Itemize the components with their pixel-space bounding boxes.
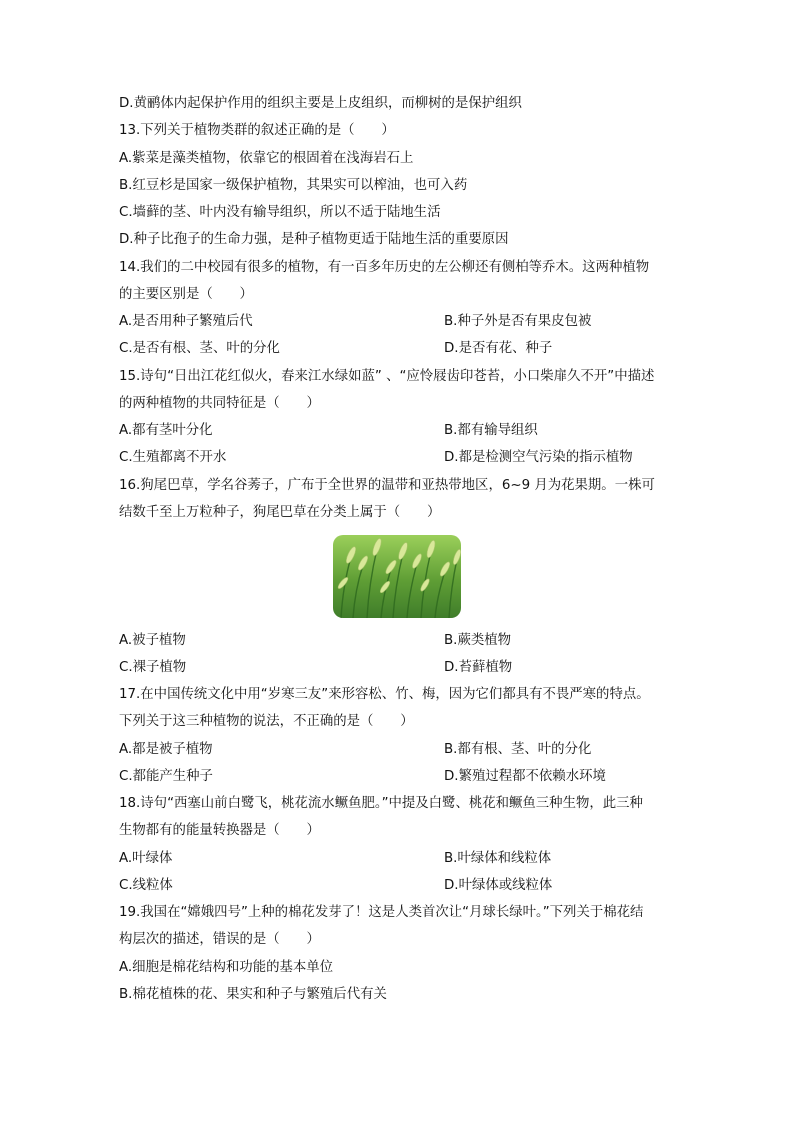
q14-option-c: C.是否有根、茎、叶的分化 xyxy=(119,341,280,356)
q13-option-d: D.种子比孢子的生命力强，是种子植物更适于陆地生活的重要原因 xyxy=(119,232,509,247)
q15-stem-line2: 的两种植物的共同特征是（ ） xyxy=(119,396,320,411)
q15-option-b: B.都有输导组织 xyxy=(444,423,538,438)
q18-option-b: B.叶绿体和线粒体 xyxy=(444,851,552,866)
q15-option-d: D.都是检测空气污染的指示植物 xyxy=(444,450,633,465)
foxtail-grass-photo xyxy=(333,535,461,618)
q17-option-c: C.都能产生种子 xyxy=(119,769,213,784)
q15-option-a: A.都有茎叶分化 xyxy=(119,423,213,438)
q14-option-d: D.是否有花、种子 xyxy=(444,341,553,356)
q12-option-d: D.黄鹂体内起保护作用的组织主要是上皮组织，而柳树的是保护组织 xyxy=(119,96,522,111)
q17-option-d: D.繁殖过程都不依赖水环境 xyxy=(444,769,606,784)
q13-option-b: B.红豆杉是国家一级保护植物，其果实可以榨油，也可入药 xyxy=(119,178,468,193)
q17-stem-line1: 17.在中国传统文化中用“岁寒三友”来形容松、竹、梅，因为它们都具有不畏严寒的特点。 xyxy=(119,687,650,702)
q15-stem-line1: 15.诗句“日出江花红似火，春来江水绿如蓝” 、“应怜屐齿印苍苔，小口柴扉久不开”中描述 xyxy=(119,369,655,384)
q13-stem: 13.下列关于植物类群的叙述正确的是（ ） xyxy=(119,123,395,138)
q19-stem-line2: 构层次的描述，错误的是（ ） xyxy=(119,932,320,947)
q16-option-b: B.蕨类植物 xyxy=(444,633,512,648)
q16-stem-line2: 结数千至上万粒种子，狗尾巴草在分类上属于（ ） xyxy=(119,505,441,520)
q16-option-c: C.裸子植物 xyxy=(119,660,187,675)
q18-stem-line2: 生物都有的能量转换器是（ ） xyxy=(119,823,320,838)
q14-option-b: B.种子外是否有果皮包被 xyxy=(444,314,592,329)
q18-option-a: A.叶绿体 xyxy=(119,851,173,866)
q16-option-a: A.被子植物 xyxy=(119,633,186,648)
q18-option-c: C.线粒体 xyxy=(119,878,173,893)
q18-option-d: D.叶绿体或线粒体 xyxy=(444,878,553,893)
q17-stem-line2: 下列关于这三种植物的说法，不正确的是（ ） xyxy=(119,714,414,729)
q17-option-a: A.都是被子植物 xyxy=(119,742,213,757)
q19-option-b: B.棉花植株的花、果实和种子与繁殖后代有关 xyxy=(119,987,387,1002)
foxtail-grass-icon xyxy=(333,535,461,618)
q16-stem-line1: 16.狗尾巴草，学名谷莠子，广布于全世界的温带和亚热带地区，6~9 月为花果期。一株可 xyxy=(119,478,655,493)
q14-stem-line2: 的主要区别是（ ） xyxy=(119,287,253,302)
q14-stem-line1: 14.我们的二中校园有很多的植物，有一百多年历史的左公柳还有侧柏等乔木。这两种植物 xyxy=(119,260,650,275)
q18-stem-line1: 18.诗句“西塞山前白鹭飞，桃花流水鳜鱼肥。”中提及白鹭、桃花和鳜鱼三种生物，此三种 xyxy=(119,796,643,811)
q19-stem-line1: 19.我国在“嫦娥四号”上种的棉花发芽了！这是人类首次让“月球长绿叶。”下列关于棉花结 xyxy=(119,905,644,920)
q14-option-a: A.是否用种子繁殖后代 xyxy=(119,314,253,329)
q15-option-c: C.生殖都离不开水 xyxy=(119,450,227,465)
q13-option-a: A.紫菜是藻类植物，依靠它的根固着在浅海岩石上 xyxy=(119,151,414,166)
q13-option-c: C.墙藓的茎、叶内没有输导组织，所以不适于陆地生活 xyxy=(119,205,441,220)
q16-option-d: D.苔藓植物 xyxy=(444,660,513,675)
q19-option-a: A.细胞是棉花结构和功能的基本单位 xyxy=(119,960,334,975)
q17-option-b: B.都有根、茎、叶的分化 xyxy=(444,742,592,757)
